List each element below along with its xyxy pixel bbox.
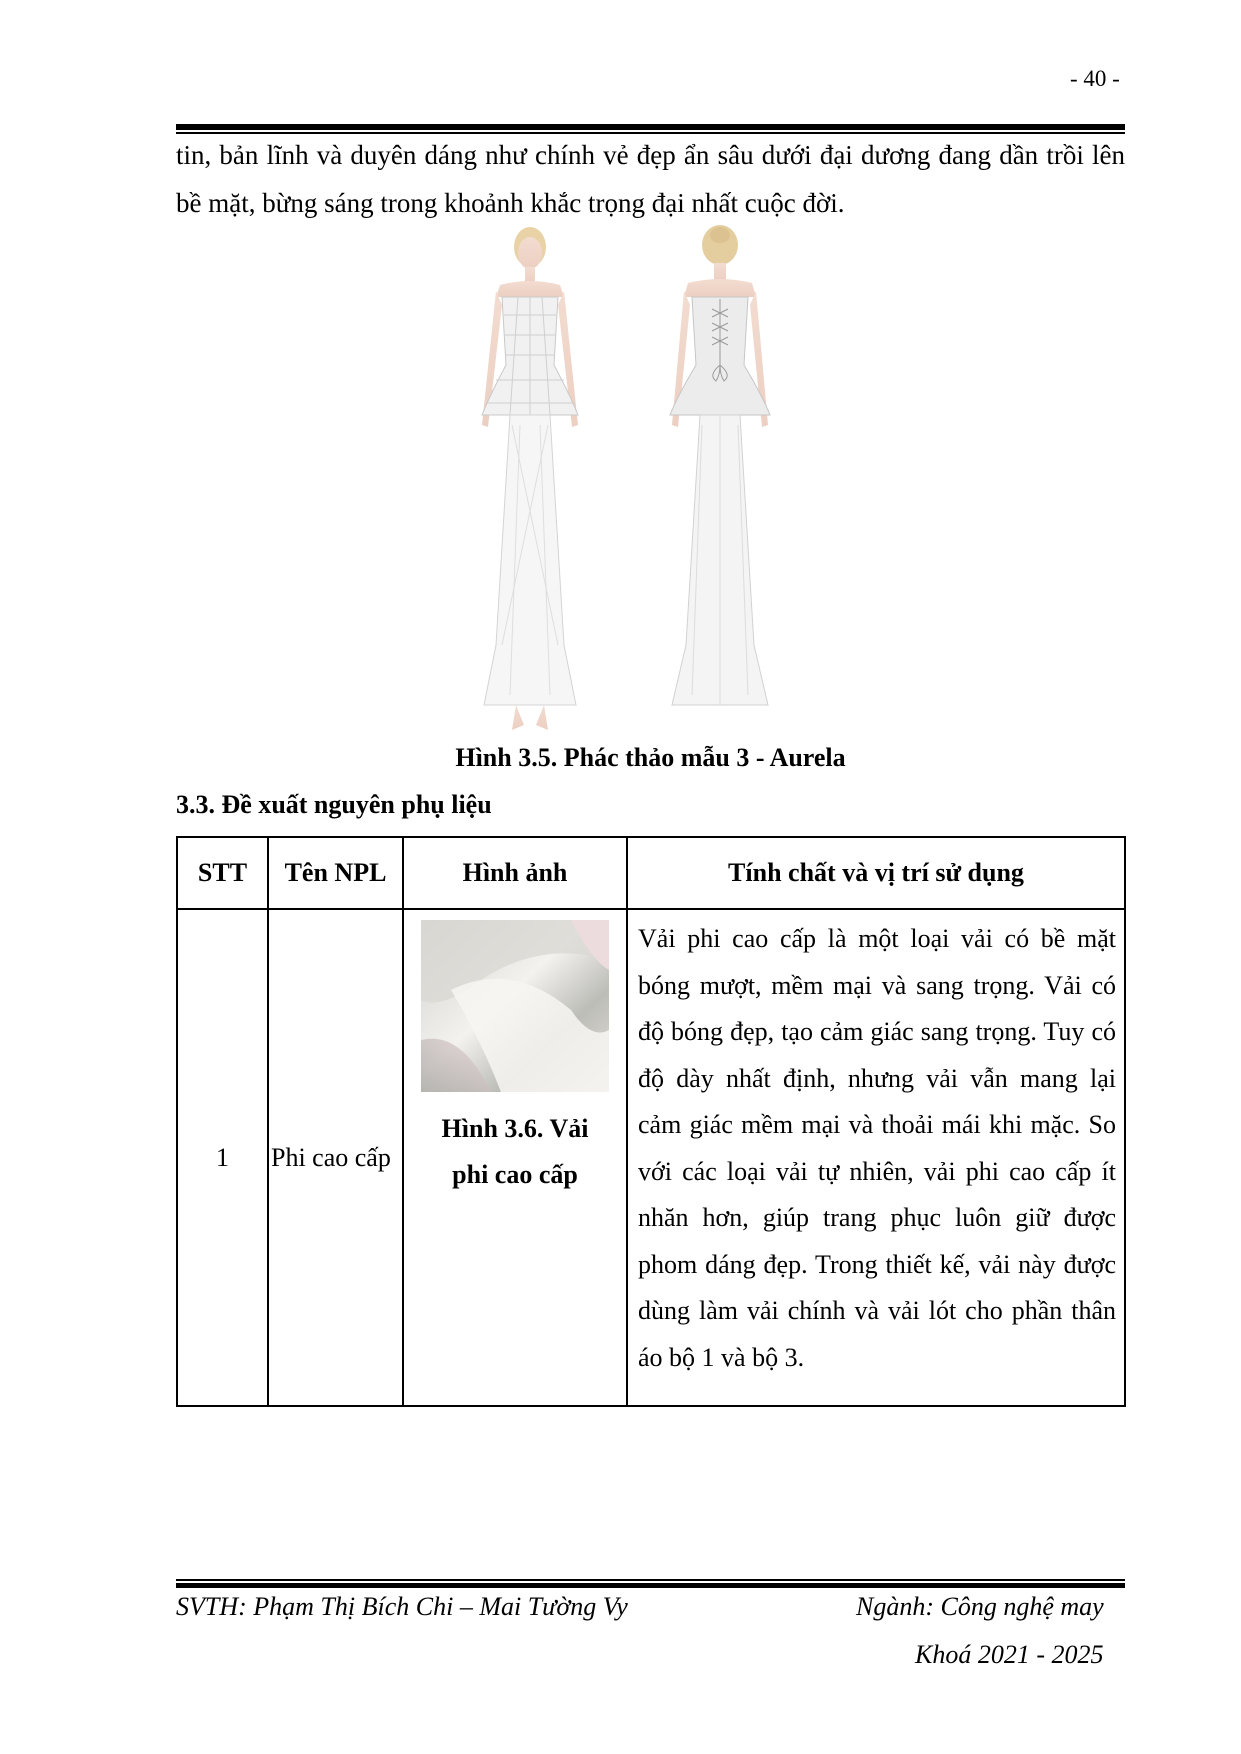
sketch-front-view: [482, 227, 578, 730]
satin-fabric-image: [421, 920, 609, 1092]
footer-rule-thin: [176, 1579, 1125, 1581]
page-number: - 40 -: [1070, 66, 1120, 91]
row-description: Vải phi cao cấp là một loại vải có bề mặt bóng mượt, mềm mại và sang trọng. Vải có độ bóng đẹp, tạo cảm giác sang trọng. Tuy có độ dày nhất định, nhưng vải vẫn mang lại cảm giác mềm mại và thoải mái khi mặc. So với các loại vải tự nhiên, vải phi cao cấp ít nhăn hơn, giúp trang phục luôn giữ được phom dáng đẹp. Trong thiết kế, vải này được dùng làm vải chính và vải lót cho phần thân áo bộ 1 và bộ 3.: [627, 909, 1125, 1406]
table-row: [177, 909, 1125, 1406]
materials-table: [176, 836, 1126, 1407]
footer-rule-thick: [176, 1583, 1125, 1588]
section-heading: 3.3. Đề xuất nguyên phụ liệu: [176, 790, 492, 819]
body-paragraph: tin, bản lĩnh và duyên dáng như chính vẻ đẹp ẩn sâu dưới đại dương đang dần trồi lên bề mặt, bừng sáng trong khoảnh khắc trọng đại nhất cuộc đời.: [176, 140, 1125, 218]
fashion-sketch-figure: [440, 225, 820, 745]
image-caption-line1: Hình 3.6. Vải: [441, 1114, 589, 1143]
row-image-cell: [403, 909, 627, 1406]
header-material-name: Tên NPL: [268, 837, 403, 909]
table-header-row: [177, 837, 1125, 909]
sketch-back-view: [670, 225, 770, 705]
header-image: Hình ảnh: [403, 837, 627, 909]
footer-cohort: Khoá 2021 - 2025: [915, 1640, 1104, 1669]
header-properties: Tính chất và vị trí sử dụng: [627, 837, 1125, 909]
header-stt: STT: [177, 837, 268, 909]
row-material-name: Phi cao cấp: [268, 909, 403, 1406]
footer-major: Ngành: Công nghệ may: [856, 1592, 1104, 1621]
figure-caption: Hình 3.5. Phác thảo mẫu 3 - Aurela: [455, 743, 846, 772]
image-caption-line2: phi cao cấp: [452, 1160, 578, 1189]
header-rule-thick: [176, 124, 1125, 130]
row-stt: 1: [177, 909, 268, 1406]
footer-authors: SVTH: Phạm Thị Bích Chi – Mai Tường Vy: [176, 1592, 628, 1621]
